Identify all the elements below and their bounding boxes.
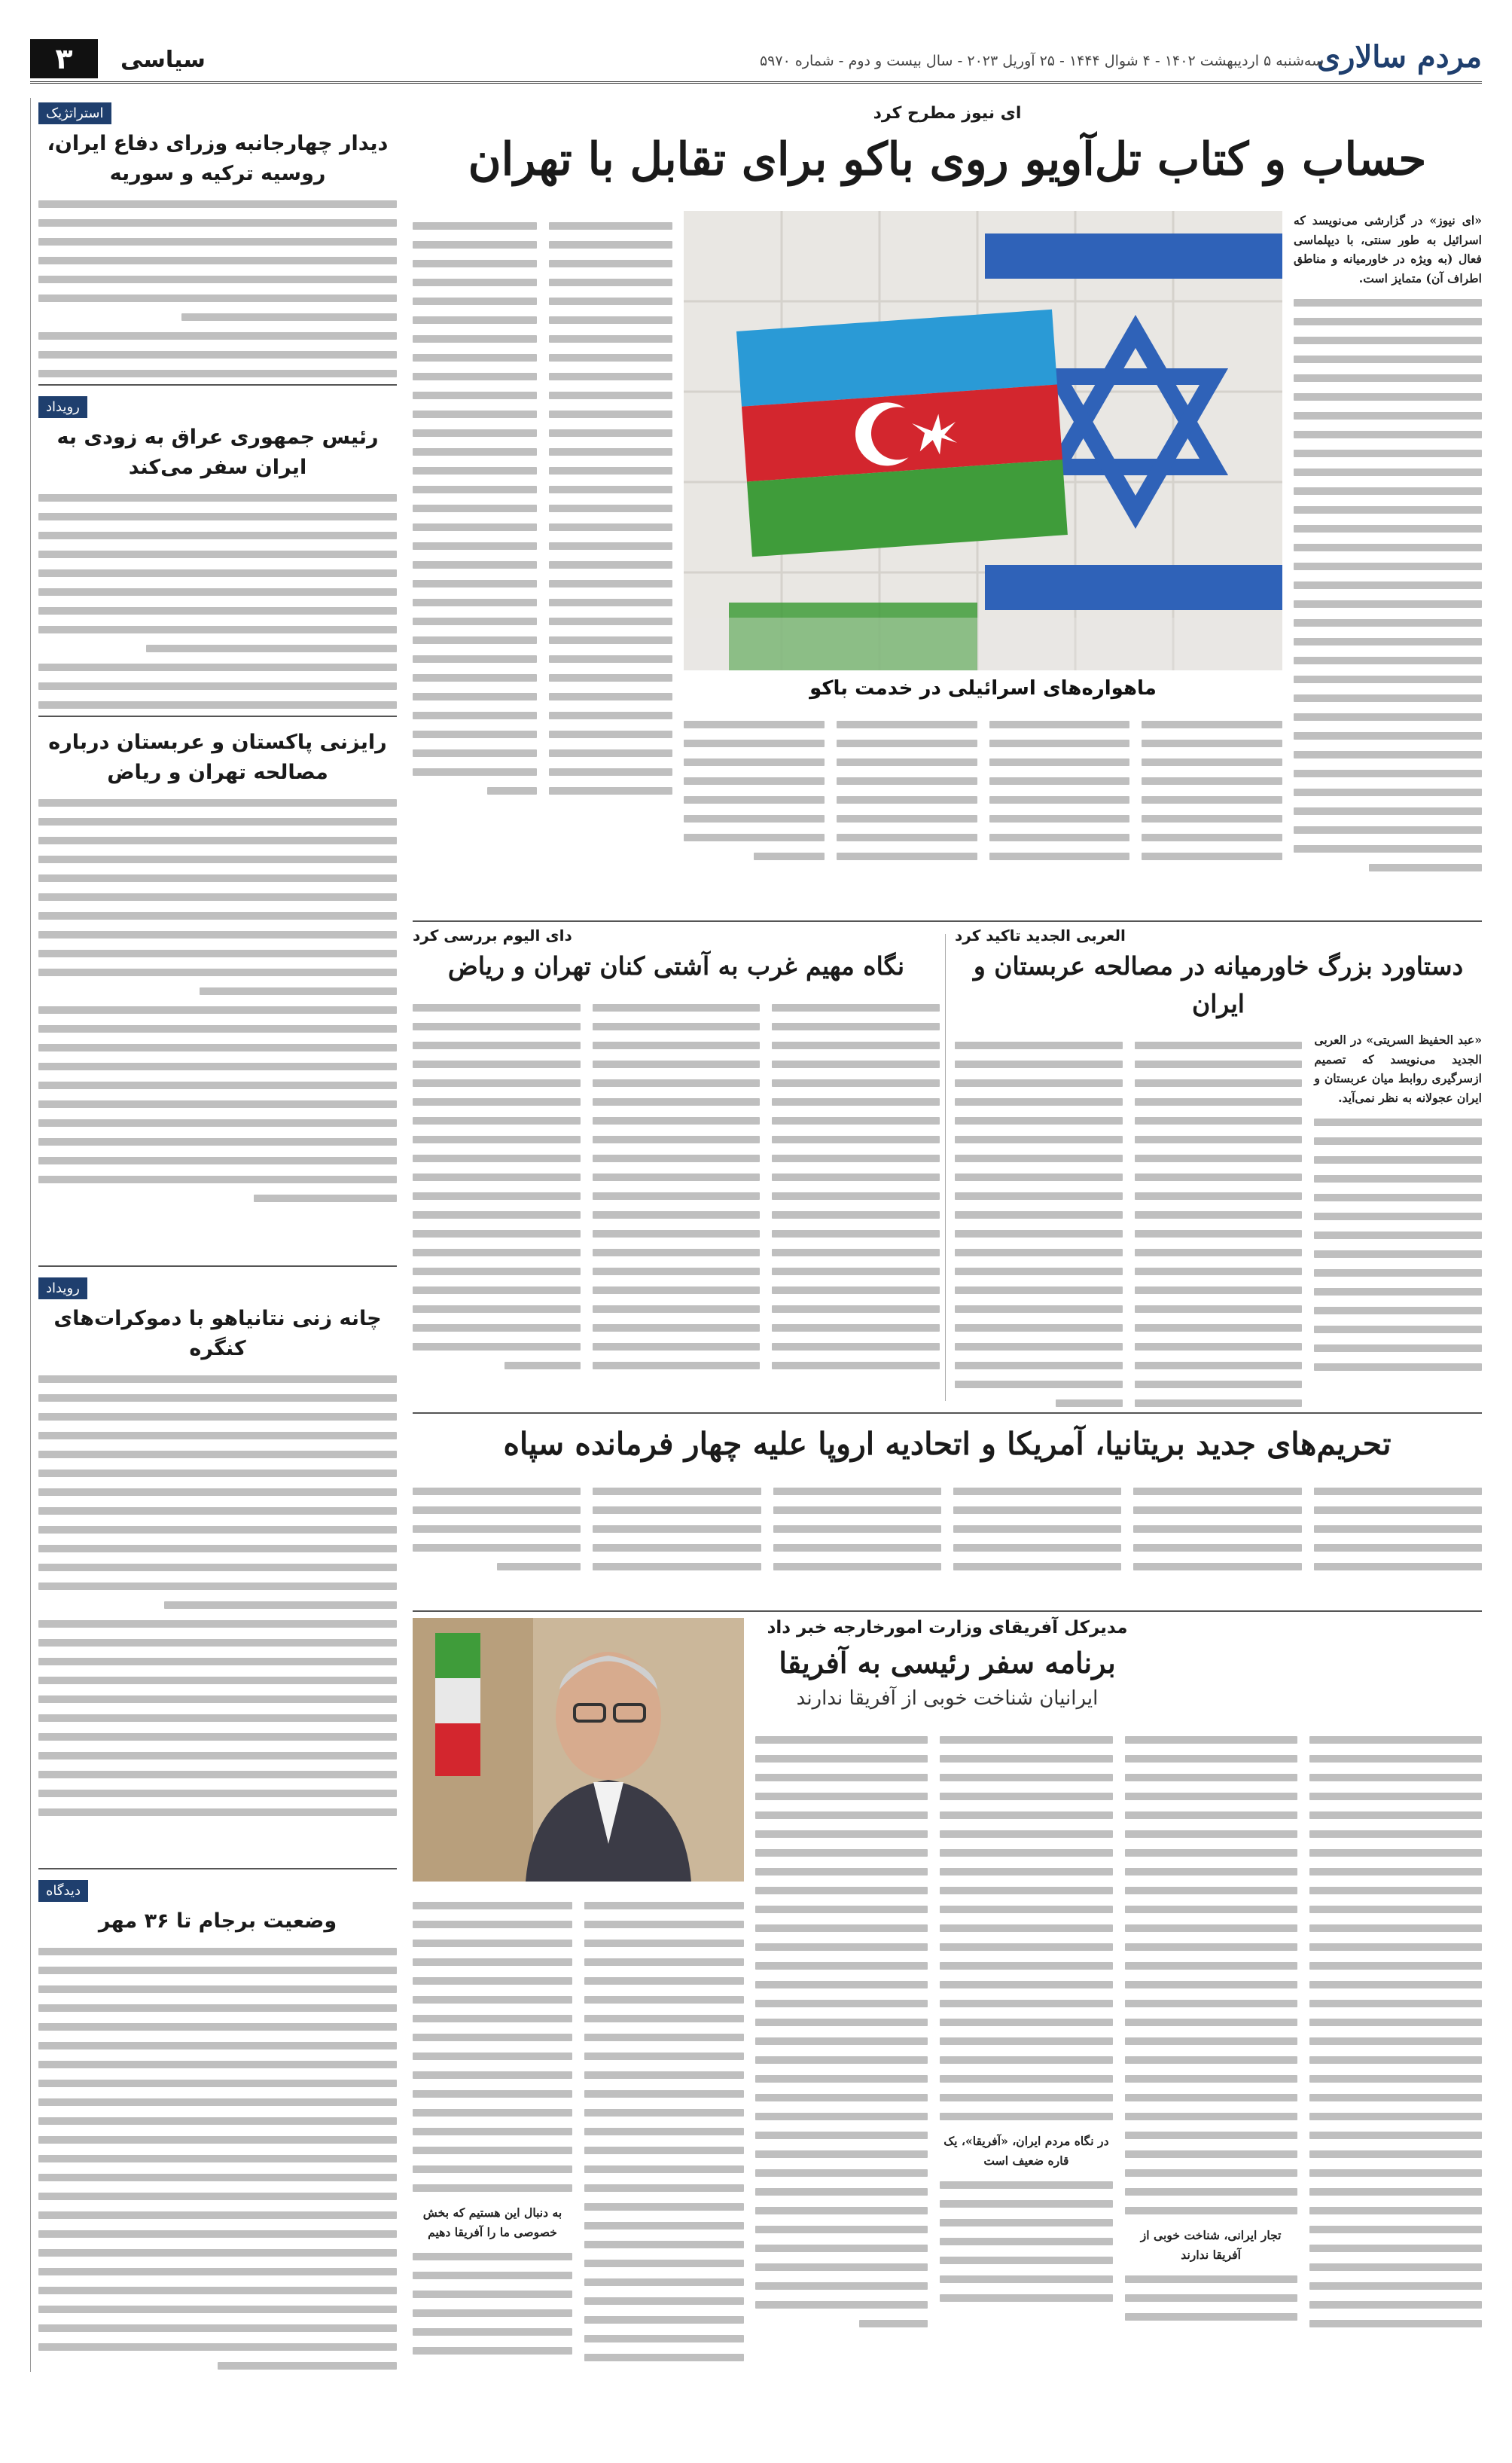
story4-right-columns <box>755 1725 1482 2463</box>
article-body <box>38 1948 397 2370</box>
sidebar-column <box>30 98 407 2372</box>
main-area <box>413 98 1482 2372</box>
story3-kicker: دای الیوم بررسی کرد <box>413 926 572 945</box>
story2-lead: «عبد الحفیظ السریتی» در العربی الجدید می‌نویسد که تصمیم ازسرگیری روابط میان عربستان و ایران عجولانه به نظر نمی‌آید. <box>1314 1033 1482 1105</box>
sidebar-article <box>38 98 397 386</box>
article-tag: رویداد <box>38 396 87 418</box>
story4-kicker: مدیرکل آفریقای وزارت امورخارجه خبر داد <box>767 1618 1128 1637</box>
article-tag: استراتژیک <box>38 102 111 124</box>
divider <box>413 920 1482 922</box>
photo-caption: ماهواره‌های اسرائیلی در خدمت باکو <box>809 677 1157 700</box>
lead-photo-flags-puzzle <box>684 211 1282 670</box>
lead-kicker: ای نیوز مطرح کرد <box>873 104 1022 123</box>
section-name: سیاسی <box>120 47 206 73</box>
story4-inline-head: به دنبال این هستیم که بخش خصوصی ما را آفریقا دهیم <box>422 2205 562 2239</box>
article-title: رئیس جمهوری عراق به زودی به ایران سفر می‌کند <box>56 426 379 479</box>
lead-body <box>1294 299 1482 871</box>
masthead <box>30 39 1482 84</box>
lead-text-column <box>1294 211 1482 911</box>
lead-continued-text <box>684 710 1282 913</box>
article-title: وضعیت برجام تا ۳۶ مهر <box>98 1909 337 1933</box>
banner-headline: تحریم‌های جدید بریتانیا، آمریکا و اتحادیه اروپا علیه چهار فرمانده سپاه <box>503 1426 1392 1462</box>
column-divider <box>945 934 946 1401</box>
sidebar-article <box>38 392 397 717</box>
sidebar-article <box>38 1875 397 2463</box>
article-body <box>38 1375 397 1816</box>
sidebar-article <box>38 723 397 1267</box>
story4-inline-head: در نگاه مردم ایران، «آفریقا»، یک قاره ضعیف است <box>943 2134 1109 2168</box>
story4-left-columns <box>413 1891 744 2463</box>
lead-left-columns <box>413 211 672 911</box>
article-title: رایزنی پاکستان و عربستان درباره مصالحه تهران و ریاض <box>48 731 387 784</box>
article-title: چانه زنی نتانیاهو با دموکرات‌های کنگره <box>53 1307 382 1360</box>
portrait-photo <box>413 1618 744 1882</box>
story3-headline: نگاه مهیم غرب به آشتی کنان تهران و ریاض <box>447 951 905 981</box>
sidebar-article <box>38 1273 397 1869</box>
banner-body <box>413 1476 1482 1604</box>
article-body <box>38 200 397 377</box>
page-number: ۳ <box>30 39 98 78</box>
story-saudi-iran <box>955 926 1482 1409</box>
newspaper-logo: مردم سالاری <box>1316 39 1482 75</box>
story2-headline: دستاورد بزرگ خاورمیانه در مصالحه عربستان و ایران <box>973 951 1464 1018</box>
lead-intro: «ای نیوز» در گزارشی می‌نویسد که اسرائیل به طور سنتی، با دیپلماسی فعال (به ویژه در خاورمیانه و مناطق اطراف آن) متمایز است. <box>1294 213 1482 285</box>
article-body <box>38 799 397 1202</box>
lead-headline: حساب و کتاب تل‌آویو روی باکو برای تقابل با تهران <box>468 133 1427 186</box>
story2-kicker: العربی الجدید تاکید کرد <box>955 926 1126 945</box>
article-tag: دیدگاه <box>38 1880 88 1902</box>
dateline: سه‌شنبه ۵ اردیبهشت ۱۴۰۲ - ۴ شوال ۱۴۴۴ - ۲۵ آوریل ۲۰۲۳ - سال بیست و دوم - شماره ۵۹۷۰ <box>759 53 1324 69</box>
article-tag: رویداد <box>38 1277 87 1299</box>
article-title: دیدار چهارجانبه وزرای دفاع ایران، روسیه ترکیه و سوریه <box>47 132 389 185</box>
story4-subhead: ایرانیان شناخت خوبی از آفریقا ندارند <box>796 1687 1099 1710</box>
divider <box>413 1610 1482 1612</box>
story4-headline: برنامه سفر رئیسی به آفریقا <box>779 1646 1116 1680</box>
divider <box>413 1412 1482 1414</box>
article-body <box>38 494 397 717</box>
story4-inline-head: تجار ایرانی، شناخت خوبی از آفریقا ندارند <box>1140 2228 1282 2262</box>
story-west-view <box>413 926 940 1409</box>
